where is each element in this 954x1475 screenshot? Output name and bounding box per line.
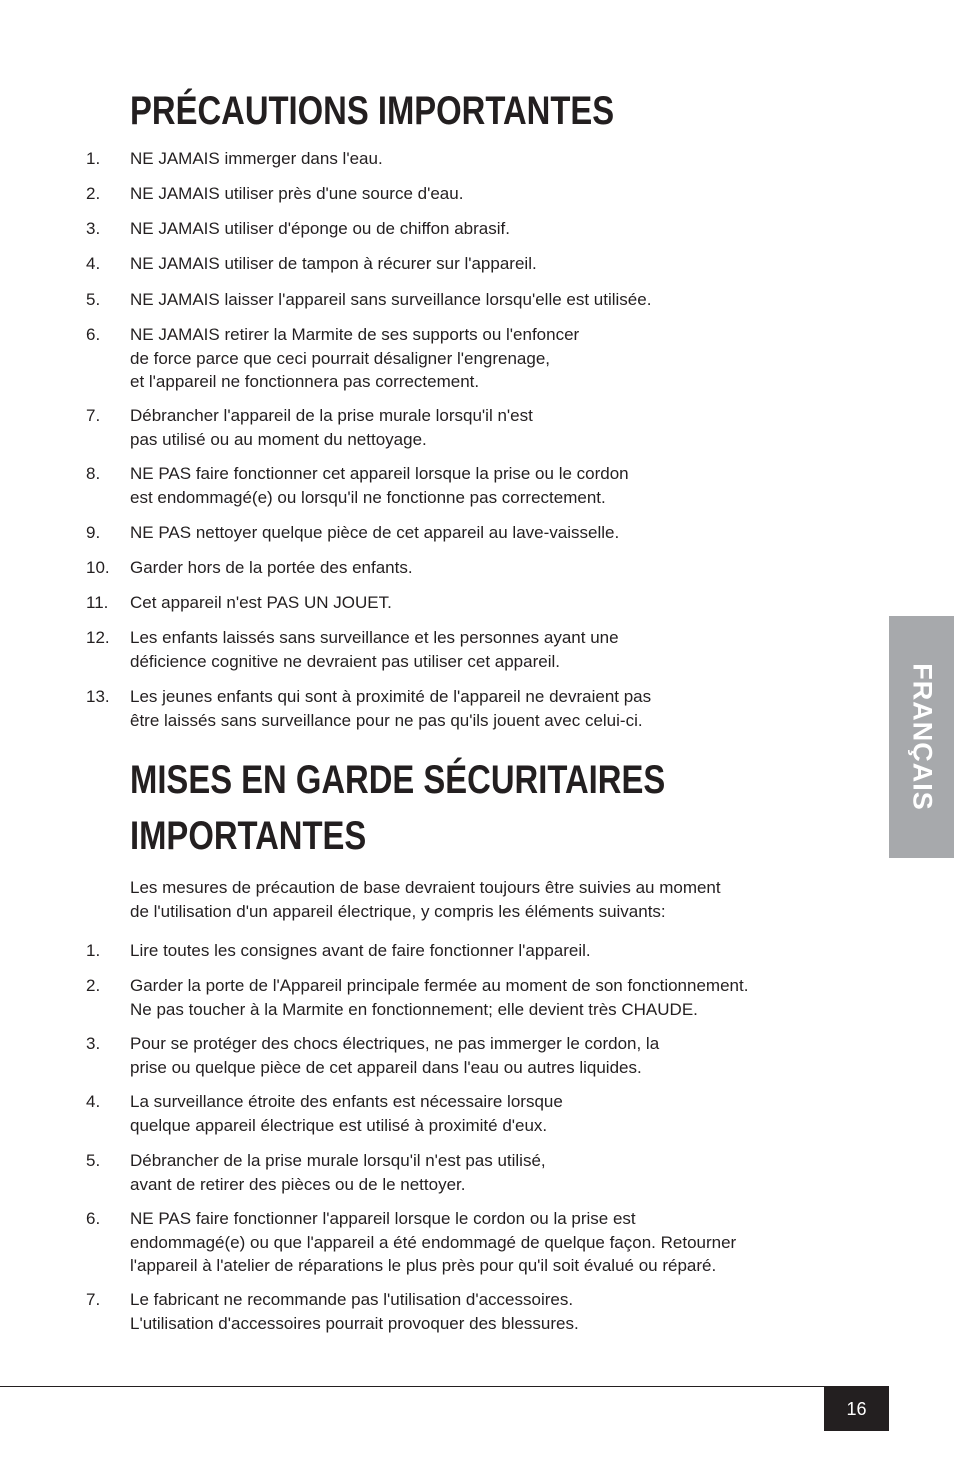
list-item-text: NE JAMAIS utiliser près d'une source d'eau. — [130, 184, 464, 203]
list-item-text: NE PAS faire fonctionner l'appareil lorsque le cordon ou la prise est endommagé(e) ou que l'appareil a été endommagé de quelque façon. Retourner l'appareil à l'atelier de réparations le plus près pour qu'il soit évalué ou réparé. — [130, 1209, 737, 1275]
list-item-number: 6. — [86, 325, 101, 344]
list-item-number: 7. — [86, 1290, 101, 1309]
list-item-number: 6. — [86, 1209, 101, 1228]
list-item-number: 12. — [86, 628, 110, 647]
list-item-number: 4. — [86, 1092, 101, 1111]
list-item-number: 11. — [86, 593, 109, 612]
list-item-text: NE JAMAIS utiliser de tampon à récurer sur l'appareil. — [130, 254, 537, 273]
list-item-text: NE JAMAIS utiliser d'éponge ou de chiffon abrasif. — [130, 219, 510, 238]
list-item-number: 8. — [86, 464, 101, 483]
section-title-safety: MISES EN GARDE SÉCURITAIRES IMPORTANTES — [130, 758, 666, 858]
list-item-number: 4. — [86, 254, 101, 273]
list-item-number: 1. — [86, 149, 101, 168]
list-item-text: Lire toutes les consignes avant de faire fonctionner l'appareil. — [130, 941, 591, 960]
list-item-number: 3. — [86, 219, 101, 238]
list-item-number: 5. — [86, 1151, 101, 1170]
section-intro: Les mesures de précaution de base devraient toujours être suivies au moment de l'utilisation d'un appareil électrique, y compris les éléments suivants: — [130, 878, 721, 921]
list-item-number: 7. — [86, 406, 101, 425]
list-item-text: NE PAS nettoyer quelque pièce de cet appareil au lave-vaisselle. — [130, 523, 620, 542]
list-item-text: NE JAMAIS laisser l'appareil sans surveillance lorsqu'elle est utilisée. — [130, 290, 652, 309]
list-item-text: Pour se protéger des chocs électriques, ne pas immerger le cordon, la prise ou quelque pièce de cet appareil dans l'eau ou autres liquides. — [130, 1034, 660, 1077]
list-item-text: Le fabricant ne recommande pas l'utilisation d'accessoires. L'utilisation d'accessoires pourrait provoquer des blessures. — [130, 1290, 579, 1333]
section-title-precautions: PRÉCAUTIONS IMPORTANTES — [130, 89, 615, 133]
list-item-number: 10. — [86, 558, 110, 577]
footer-rule — [0, 1386, 889, 1387]
list-item-text: Garder hors de la portée des enfants. — [130, 558, 413, 577]
language-tab — [889, 616, 954, 858]
list-item-number: 5. — [86, 290, 101, 309]
list-item-number: 9. — [86, 523, 101, 542]
list-item-text: NE JAMAIS retirer la Marmite de ses supports ou l'enfoncer de force parce que ceci pourrait désaligner l'engrenage, et l'appareil ne fonctionnera pas correctement. — [130, 325, 580, 391]
language-tab-label: FRANÇAIS — [907, 663, 937, 811]
list-item-text: La surveillance étroite des enfants est nécessaire lorsque quelque appareil électrique est utilisé à proximité d'eux. — [130, 1092, 563, 1135]
list-item-number: 1. — [86, 941, 101, 960]
list-item-text: Débrancher l'appareil de la prise murale lorsqu'il n'est pas utilisé ou au moment du nettoyage. — [130, 406, 533, 449]
page-number: 16 — [824, 1387, 889, 1431]
list-item-text: Les enfants laissés sans surveillance et les personnes ayant une déficience cognitive ne devraient pas utiliser cet appareil. — [130, 628, 619, 671]
list-item-text: NE JAMAIS immerger dans l'eau. — [130, 149, 383, 168]
list-item-text: Garder la porte de l'Appareil principale fermée au moment de son fonctionnement. Ne pas toucher à la Marmite en fonctionnement; elle devient très CHAUDE. — [130, 976, 749, 1019]
list-item-text: Débrancher de la prise murale lorsqu'il n'est pas utilisé, avant de retirer des pièces ou de le nettoyer. — [130, 1151, 546, 1194]
list-item-number: 2. — [86, 184, 101, 203]
list-item-text: Cet appareil n'est PAS UN JOUET. — [130, 593, 392, 612]
list-item-text: Les jeunes enfants qui sont à proximité de l'appareil ne devraient pas être laissés sans surveillance pour ne pas qu'ils jouent avec celui-ci. — [130, 687, 652, 730]
list-item-text: NE PAS faire fonctionner cet appareil lorsque la prise ou le cordon est endommagé(e) ou lorsqu'il ne fonctionne pas correctement. — [130, 464, 629, 507]
list-item-number: 3. — [86, 1034, 101, 1053]
list-item-number: 2. — [86, 976, 101, 995]
list-item-number: 13. — [86, 687, 110, 706]
